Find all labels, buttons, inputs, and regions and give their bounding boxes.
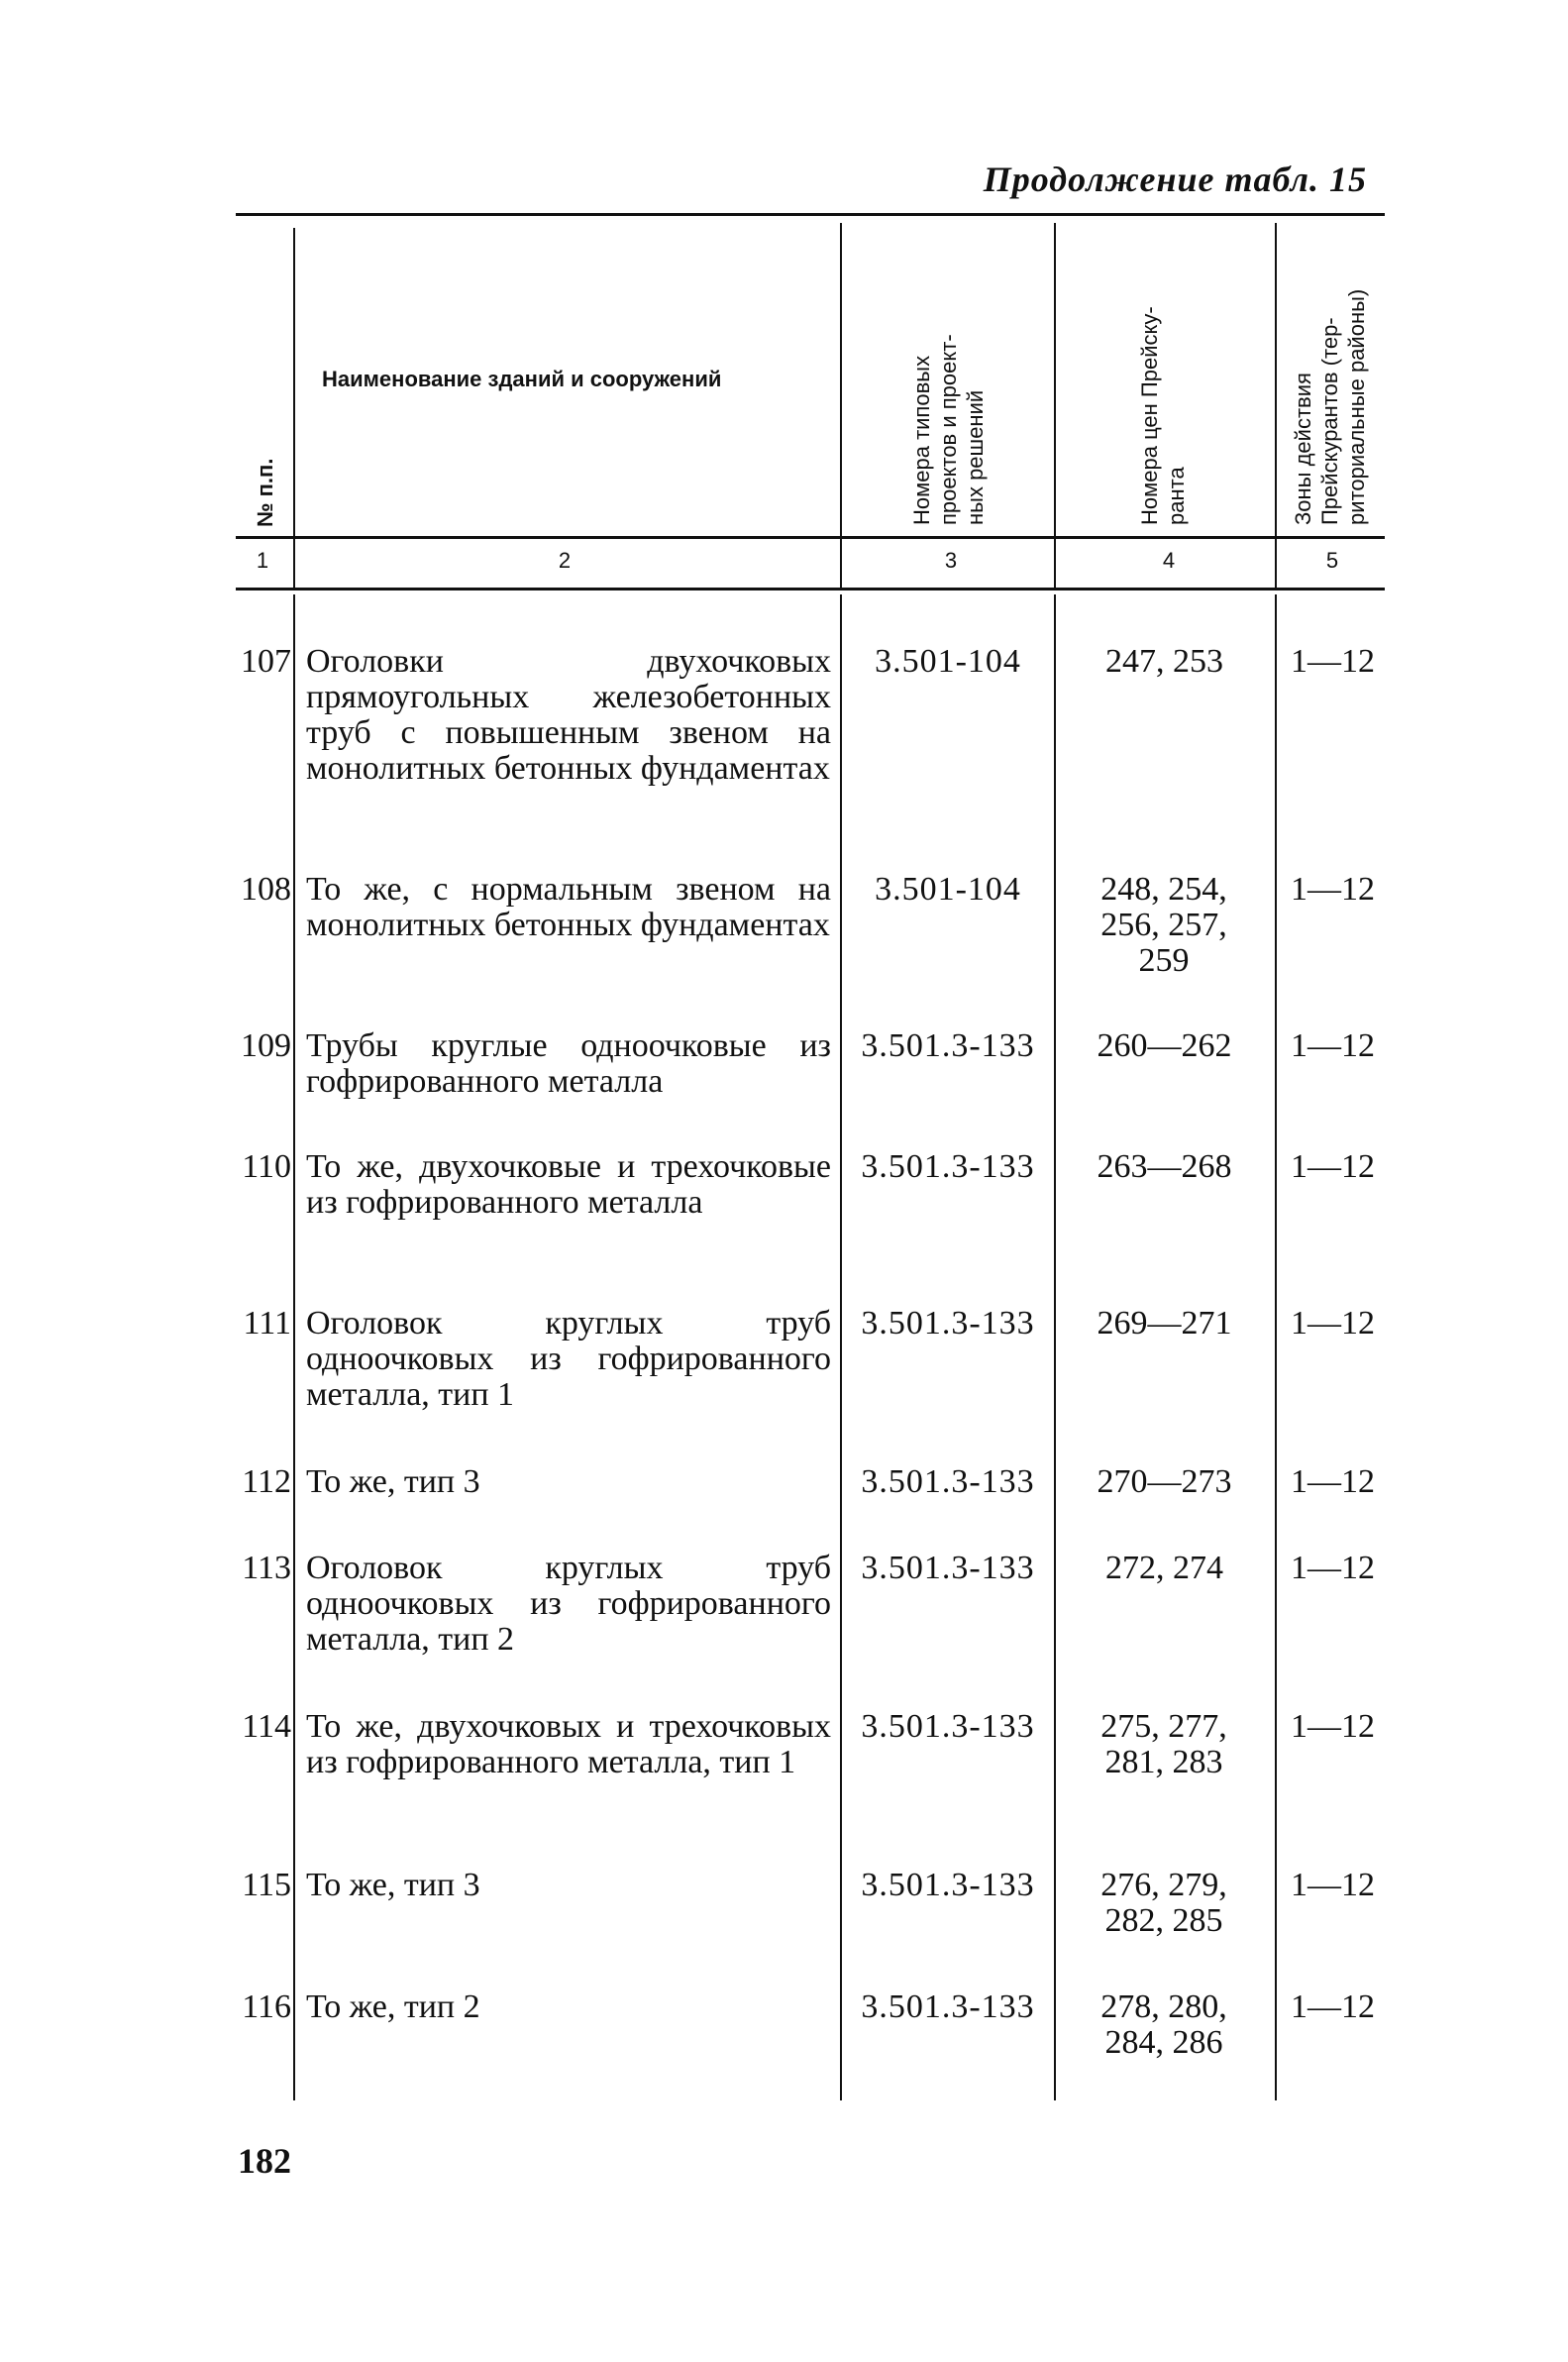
row-prices: 276, 279, 282, 285	[1100, 1867, 1227, 1939]
header-col5-label	[1290, 289, 1370, 525]
row-number: 107	[241, 643, 291, 680]
row-project: 3.501.3-133	[861, 1708, 1035, 1745]
row-zones: 1—12	[1291, 1148, 1375, 1185]
row-name: То же, двухочковые и трехочковые из гофрированного металла	[306, 1148, 831, 1221]
row-zones: 1—12	[1291, 871, 1375, 908]
header-col1-label: № п.п.	[253, 458, 277, 527]
row-name: Оголовки двухочковых прямоугольных железобетонных труб с повышенным звеном на монолитных бетонных фундаментах	[306, 643, 831, 787]
row-name: Трубы круглые одноочковые из гофрированного металла	[306, 1027, 831, 1100]
row-name: Оголовок круглых труб одноочковых из гофрированного металла, тип 1	[306, 1305, 831, 1413]
row-zones: 1—12	[1291, 1305, 1375, 1342]
row-number: 108	[241, 871, 291, 908]
row-project: 3.501.3-133	[861, 1463, 1035, 1500]
body-separator-1	[293, 594, 295, 2100]
row-prices: 269—271	[1097, 1305, 1232, 1342]
header-separator-3	[1054, 223, 1056, 590]
header-col4-label	[1136, 306, 1190, 525]
header-col2-label: Наименование зданий и сооружений	[322, 367, 722, 391]
column-number-1: 1	[256, 548, 269, 573]
row-project: 3.501.3-133	[861, 1305, 1035, 1342]
body-separator-4	[1275, 594, 1277, 2100]
page-number: 182	[238, 2141, 291, 2181]
row-name: То же, двухочковых и трехочковых из гофрированного металла, тип 1	[306, 1708, 831, 1780]
header-separator-4	[1275, 223, 1277, 590]
row-zones: 1—12	[1291, 643, 1375, 680]
row-zones: 1—12	[1291, 1027, 1375, 1064]
row-prices: 278, 280, 284, 286	[1100, 1988, 1227, 2061]
row-name: То же, тип 3	[306, 1463, 480, 1500]
row-number: 113	[242, 1550, 291, 1586]
column-number-4: 4	[1162, 548, 1176, 573]
row-number: 114	[242, 1708, 291, 1745]
row-zones: 1—12	[1291, 1708, 1375, 1745]
row-name: То же, тип 2	[306, 1988, 480, 2025]
row-number: 112	[242, 1463, 291, 1500]
row-prices: 263—268	[1097, 1148, 1232, 1185]
row-number: 116	[242, 1988, 291, 2025]
header-col5-line-1: Зоны действия	[1291, 373, 1315, 525]
row-name: Оголовок круглых труб одноочковых из гофрированного металла, тип 2	[306, 1550, 831, 1658]
column-number-2: 2	[558, 548, 572, 573]
row-zones: 1—12	[1291, 1988, 1375, 2025]
row-prices: 260—262	[1097, 1027, 1232, 1064]
column-number-3: 3	[944, 548, 958, 573]
row-number: 110	[242, 1148, 291, 1185]
header-col5-line-3: риториальные районы)	[1344, 288, 1369, 525]
body-separator-2	[840, 594, 842, 2100]
header-col3-label	[908, 334, 989, 525]
table-top-rule	[236, 213, 1385, 216]
row-name: То же, тип 3	[306, 1867, 480, 1903]
header-bottom-rule	[236, 536, 1385, 539]
row-project: 3.501.3-133	[861, 1988, 1035, 2025]
row-zones: 1—12	[1291, 1867, 1375, 1903]
row-prices: 247, 253	[1105, 643, 1223, 680]
row-name: То же, с нормальным звеном на монолитных бетонных фундаментах	[306, 871, 831, 943]
header-separator-1	[293, 228, 295, 590]
header-separator-2	[840, 223, 842, 590]
column-number-rule	[236, 588, 1385, 590]
header-col3-line-1: Номера типовых	[909, 355, 934, 525]
header-col4-line-2: ранта	[1164, 467, 1189, 525]
row-zones: 1—12	[1291, 1463, 1375, 1500]
header-col5-line-2: Прейскурантов (тер-	[1317, 317, 1342, 525]
row-prices: 270—273	[1097, 1463, 1232, 1500]
row-project: 3.501.3-133	[861, 1867, 1035, 1903]
body-separator-3	[1054, 594, 1056, 2100]
row-number: 109	[241, 1027, 291, 1064]
row-project: 3.501.3-133	[861, 1148, 1035, 1185]
row-prices: 248, 254, 256, 257, 259	[1100, 871, 1227, 979]
row-project: 3.501.3-133	[861, 1027, 1035, 1064]
row-zones: 1—12	[1291, 1550, 1375, 1586]
row-number: 115	[242, 1867, 291, 1903]
row-prices: 272, 274	[1105, 1550, 1223, 1586]
header-col3-line-2: проектов и проект-	[936, 334, 961, 525]
row-prices: 275, 277, 281, 283	[1100, 1708, 1227, 1780]
row-project: 3.501-104	[875, 643, 1021, 680]
table-continuation-caption: Продолжение табл. 15	[983, 160, 1367, 199]
row-number: 111	[243, 1305, 291, 1342]
column-number-5: 5	[1325, 548, 1339, 573]
header-col3-line-3: ных решений	[963, 389, 988, 525]
row-project: 3.501-104	[875, 871, 1021, 908]
row-project: 3.501.3-133	[861, 1550, 1035, 1586]
header-col4-line-1: Номера цен Прейску-	[1137, 306, 1162, 525]
